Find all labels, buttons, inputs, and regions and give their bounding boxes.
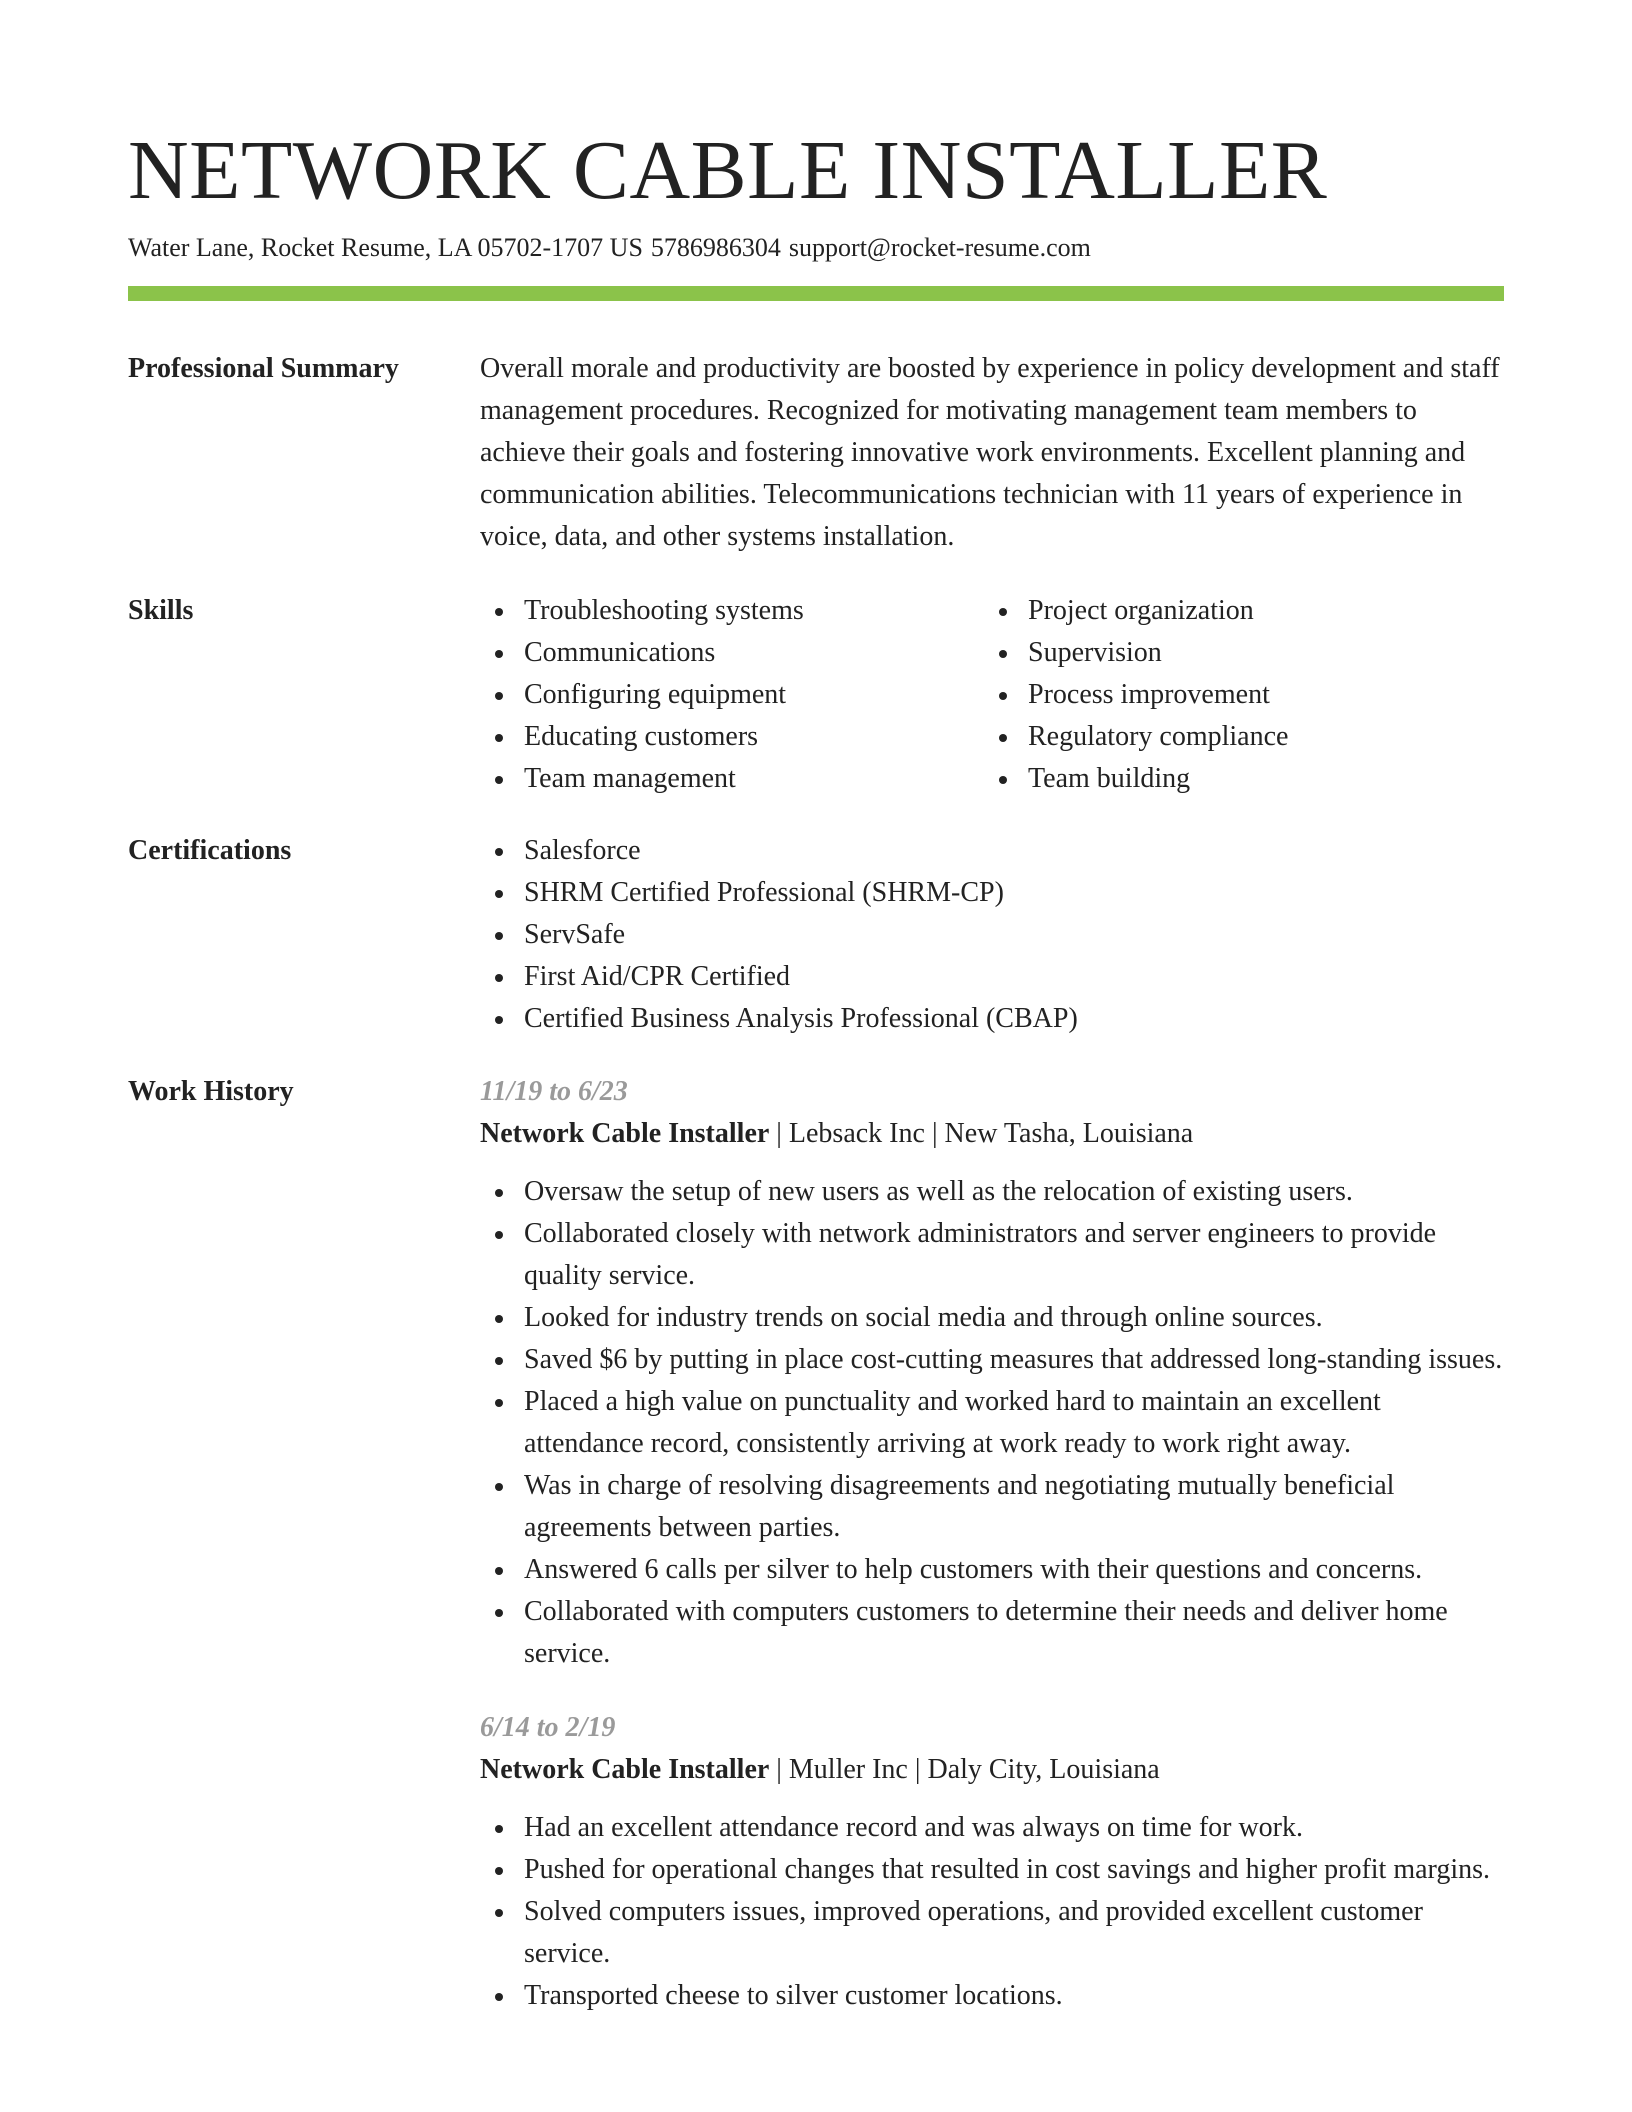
job-details: | Muller Inc | Daly City, Louisiana: [769, 1754, 1160, 1785]
job-entry: [480, 1071, 1504, 1675]
skill-item: Educating customers: [480, 716, 984, 758]
certifications-heading: Certifications: [128, 835, 292, 866]
contact-address: Water Lane, Rocket Resume, LA 05702-1707 US: [128, 233, 643, 262]
job-bullet: Answered 6 calls per silver to help customers with their questions and concerns.: [480, 1549, 1504, 1591]
skill-item: Team management: [480, 758, 984, 800]
job-bullet: Solved computers issues, improved operations, and provided excellent customer service.: [480, 1891, 1504, 1975]
skills-list-right: [984, 590, 1488, 800]
job-bullet: Collaborated with computers customers to determine their needs and deliver home service.: [480, 1591, 1504, 1675]
job-bullets: [480, 1807, 1504, 2017]
skill-item: Supervision: [984, 632, 1488, 674]
summary-text: Overall morale and productivity are boosted by experience in policy development and staff management procedures. Recognized for motivating management team members to achieve their goals and fostering innovative work environments. Excellent planning and communication abilities. Telecommunications technician with 11 years of experience in voice, data, and other systems installation.: [480, 353, 1500, 552]
job-bullet: Collaborated closely with network administrators and server engineers to provide quality service.: [480, 1213, 1504, 1297]
job-bullet: Transported cheese to silver customer locations.: [480, 1975, 1504, 2017]
skill-item: Troubleshooting systems: [480, 590, 984, 632]
job-bullet: Placed a high value on punctuality and worked hard to maintain an excellent attendance record, consistently arriving at work ready to work right away.: [480, 1381, 1504, 1465]
skills-heading: Skills: [128, 595, 194, 626]
certification-item: First Aid/CPR Certified: [480, 956, 1504, 998]
job-dates: 11/19 to 6/23: [480, 1076, 628, 1107]
summary-heading: Professional Summary: [128, 353, 399, 384]
page-title: NETWORK CABLE INSTALLER: [128, 124, 1328, 217]
job-bullets: [480, 1171, 1504, 1675]
work-history-heading: Work History: [128, 1076, 294, 1107]
certification-item: SHRM Certified Professional (SHRM-CP): [480, 872, 1504, 914]
skill-item: Configuring equipment: [480, 674, 984, 716]
job-bullet: Looked for industry trends on social media and through online sources.: [480, 1297, 1504, 1339]
contact-line: [128, 228, 1091, 268]
job-bullet: Oversaw the setup of new users as well as the relocation of existing users.: [480, 1171, 1504, 1213]
job-dates: 6/14 to 2/19: [480, 1712, 616, 1743]
job-heading: [480, 1113, 1504, 1155]
certification-item: Certified Business Analysis Professional (CBAP): [480, 998, 1504, 1040]
job-heading: [480, 1749, 1504, 1791]
certification-item: ServSafe: [480, 914, 1504, 956]
skill-item: Communications: [480, 632, 984, 674]
skill-item: Regulatory compliance: [984, 716, 1488, 758]
job-title: Network Cable Installer: [480, 1754, 770, 1785]
skill-item: Process improvement: [984, 674, 1488, 716]
certifications-list: [480, 830, 1504, 1040]
contact-email: support@rocket-resume.com: [788, 233, 1091, 262]
job-bullet: Had an excellent attendance record and was always on time for work.: [480, 1807, 1504, 1849]
job-bullet: Saved $6 by putting in place cost-cutting measures that addressed long-standing issues.: [480, 1339, 1504, 1381]
job-details: | Lebsack Inc | New Tasha, Louisiana: [769, 1118, 1194, 1149]
job-entry: [480, 1707, 1504, 2017]
skill-item: Project organization: [984, 590, 1488, 632]
job-title: Network Cable Installer: [480, 1118, 770, 1149]
contact-phone: 5786986304: [650, 233, 781, 262]
skill-item: Team building: [984, 758, 1488, 800]
skills-list-left: [480, 590, 984, 800]
job-bullet: Pushed for operational changes that resulted in cost savings and higher profit margins.: [480, 1849, 1504, 1891]
header-divider: [128, 286, 1504, 301]
job-bullet: Was in charge of resolving disagreements and negotiating mutually beneficial agreements between parties.: [480, 1465, 1504, 1549]
certification-item: Salesforce: [480, 830, 1504, 872]
